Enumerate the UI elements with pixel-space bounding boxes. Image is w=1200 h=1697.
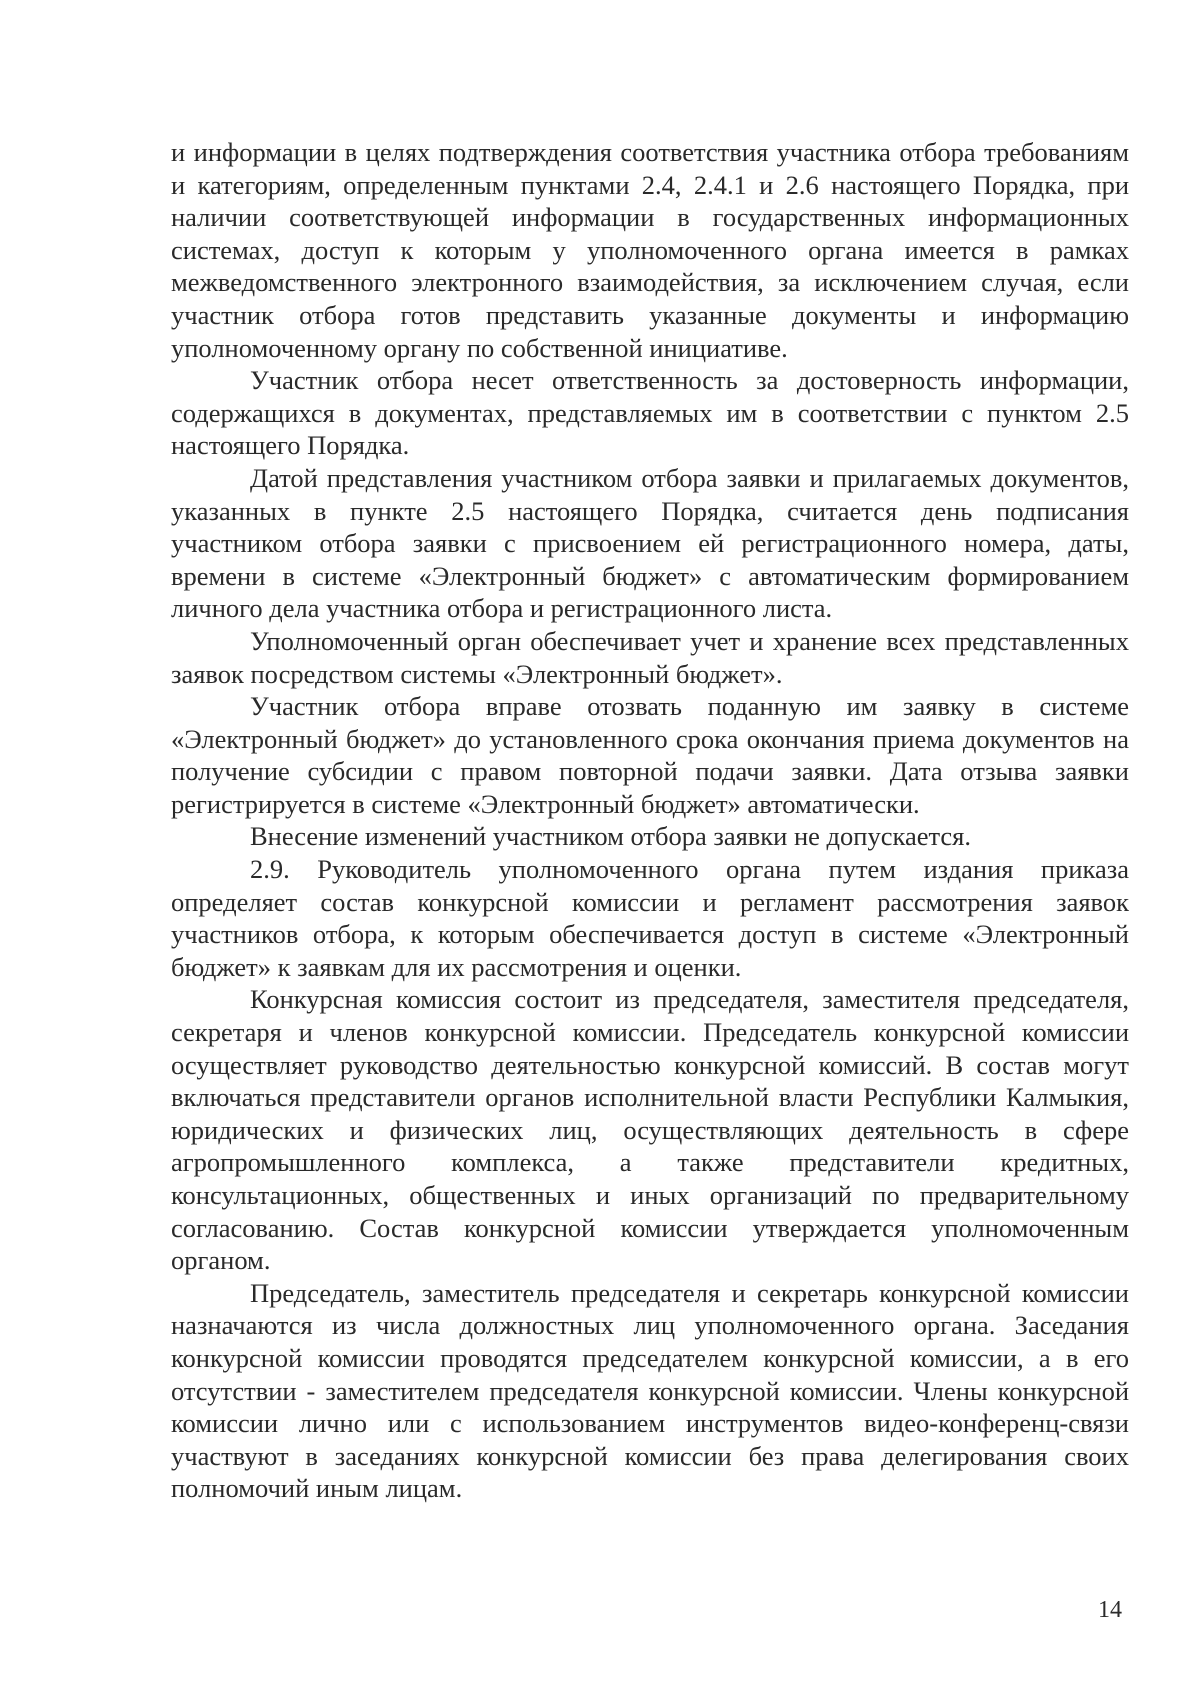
paragraph-no-changes: Внесение изменений участником отбора заявки не допускается.	[250, 821, 971, 852]
paragraph-commission-composition: Конкурсная комиссия состоит из председателя, заместителя председателя, секретаря и членов конкурсной комиссии. Председатель конкурсной комиссии осуществляет руководство деятельностью конкурсной комиссий. В состав могут включаться представители органов исполнительной власти Республики Калмыкия, юридических и физических лиц, осуществляющих деятельность в сфере агропромышленного комплекса, а также представители кредитных, консультационных, общественных и иных организаций по предварительному согласованию. Состав конкурсной комиссии утверждается уполномоченным органом.	[171, 984, 1129, 1276]
paragraph-withdrawal: Участник отбора вправе отозвать поданную им заявку в системе «Электронный бюджет» до установленного срока окончания приема документов на получение субсидии с правом повторной подачи заявки. Дата отзыва заявки регистрируется в системе «Электронный бюджет» автоматически.	[171, 691, 1129, 819]
paragraph-submission-date: Датой представления участником отбора заявки и прилагаемых документов, указанных в пункте 2.5 настоящего Порядка, считается день подписания участником отбора заявки с присвоением ей регистрационного номера, даты, времени в системе «Электронный бюджет» с автоматическим формированием личного дела участника отбора и регистрационного листа.	[171, 462, 1129, 624]
paragraph-storage: Уполномоченный орган обеспечивает учет и хранение всех представленных заявок посредством системы «Электронный бюджет».	[171, 625, 1129, 689]
paragraph-commission-meetings: Председатель, заместитель председателя и секретарь конкурсной комиссии назначаются из числа должностных лиц уполномоченного органа. Заседания конкурсной комиссии проводятся председателем конкурсной комиссии, а в его отсутствии - заместителем председателя конкурсной комиссии. Члены конкурсной комиссии лично или с использованием инструментов видео-конференц-связи участвуют в заседаниях конкурсной комиссии без права делегирования своих полномочий иным лицам.	[171, 1277, 1129, 1504]
paragraph-section-2-9: 2.9. Руководитель уполномоченного органа путем издания приказа определяет состав конкурсной комиссии и регламент рассмотрения заявок участников отбора, к которым обеспечивается доступ в системе «Электронный бюджет» к заявкам для их рассмотрения и оценки.	[171, 854, 1129, 982]
paragraph-continuation: и информации в целях подтверждения соответствия участника отбора требованиям и категориям, определенным пунктами 2.4, 2.4.1 и 2.6 настоящего Порядка, при наличии соответствующей информации в государственных информационных системах, доступ к которым у уполномоченного органа имеется в рамках межведомственного электронного взаимодействия, за исключением случая, если участник отбора готов представить указанные документы и информацию уполномоченному органу по собственной инициативе.	[171, 137, 1129, 363]
page-number: 14	[1098, 1597, 1122, 1623]
document-body	[171, 136, 1129, 1505]
paragraph-responsibility: Участник отбора несет ответственность за достоверность информации, содержащихся в документах, представляемых им в соответствии с пунктом 2.5 настоящего Порядка.	[171, 365, 1129, 461]
